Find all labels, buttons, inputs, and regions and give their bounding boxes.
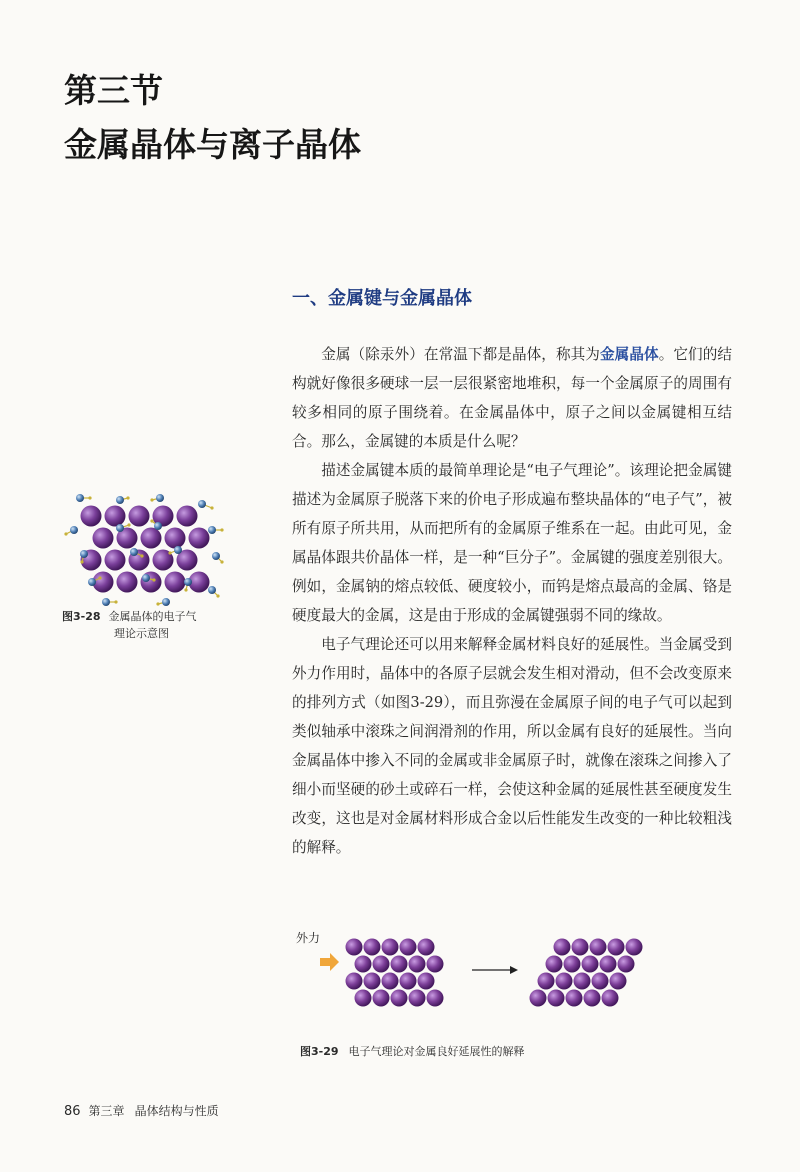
metal-atom-icon <box>355 956 372 973</box>
metal-atom-icon <box>355 990 372 1007</box>
metal-atom-icon <box>141 528 162 549</box>
metal-atom-icon <box>554 939 571 956</box>
electron-icon <box>184 578 192 586</box>
metal-atom-icon <box>129 506 150 527</box>
metal-atom-icon <box>93 528 114 549</box>
electron-icon <box>88 578 96 586</box>
metal-atom-icon <box>572 939 589 956</box>
metal-atom-icon <box>141 572 162 593</box>
electron-icon <box>212 552 220 560</box>
metal-atom-icon <box>117 572 138 593</box>
electron-icon <box>102 598 110 606</box>
metal-atom-icon <box>618 956 635 973</box>
section-number: 第三节 <box>64 71 163 110</box>
paragraph-3: 电子气理论还可以用来解释金属材料良好的延展性。当金属受到外力作用时，晶体中的各原子层就会发生相对滑动，但不会改变原来的排列方式（如图3-29），而且弥漫在金属原子间的电子气可以起到类似轴承中滚珠之间润滑剂的作用，所以金属有良好的延展性。当向金属晶体中掺入不同的金属或非金属原子时，就像在滚珠之间掺入了细小而坚硬的砂土或碎石一样，会使这种金属的延展性甚至硬度发生改变，这也是对金属材料形成合金以后性能发生改变的一种比较粗浅的解释。 <box>292 636 732 856</box>
ductility-figure <box>292 925 692 1025</box>
metal-atom-icon <box>602 990 619 1007</box>
metal-atom-icon <box>538 973 555 990</box>
figure-number: 图3-28 <box>62 610 101 623</box>
subsection-heading: 一、金属键与金属晶体 <box>292 288 472 309</box>
electron-icon <box>76 494 84 502</box>
metal-atom-icon <box>382 939 399 956</box>
metal-atom-icon <box>574 973 591 990</box>
lattice-after <box>530 939 643 1007</box>
body-text <box>292 340 732 862</box>
electron-icon <box>116 524 124 532</box>
figure-3-28-caption: 图3-28 金属晶体的电子气 理论示意图 <box>62 610 197 640</box>
paragraph-2: 描述金属键本质的最简单理论是“电子气理论”。该理论把金属键描述为金属原子脱落下来的价电子形成遍布整块晶体的“电子气”，被所有原子所共用，从而把所有的金属原子维系在一起。由此可见，金属晶体跟共价晶体一样，是一种“巨分子”。金属键的强度差别很大。例如，金属钠的熔点较低、硬度较小，而钨是熔点最高的金属、铬是硬度最大的金属，这是由于形成的金属键强弱不同的缘故。 <box>292 462 732 624</box>
electron-icon <box>208 586 216 594</box>
electron-icon <box>156 494 164 502</box>
metal-atom-icon <box>373 990 390 1007</box>
metal-atom-icon <box>346 973 363 990</box>
metal-atom-icon <box>610 973 627 990</box>
electron-icon <box>80 550 88 558</box>
metal-atom-icon <box>418 939 435 956</box>
metal-atom-icon <box>600 956 617 973</box>
metal-atom-icon <box>105 550 126 571</box>
metal-atom-icon <box>391 956 408 973</box>
figure-3-29-caption: 图3-29 电子气理论对金属良好延展性的解释 <box>300 1045 525 1058</box>
metal-atom-icon <box>364 939 381 956</box>
metal-atom-icon <box>564 956 581 973</box>
electron-icon <box>70 526 78 534</box>
lattice-before <box>346 939 444 1007</box>
electron-icon <box>154 522 162 530</box>
metal-atom-icon <box>105 506 126 527</box>
metal-atom-icon <box>427 956 444 973</box>
electron-icon <box>198 500 206 508</box>
figure-number: 图3-29 <box>300 1045 339 1058</box>
metal-atom-icon <box>382 973 399 990</box>
metal-atom-icon <box>566 990 583 1007</box>
force-arrow-icon <box>320 953 339 971</box>
page-footer <box>64 1102 219 1119</box>
chapter-label: 第三章 <box>88 1104 125 1118</box>
metal-atom-icon <box>391 990 408 1007</box>
chapter-title: 晶体结构与性质 <box>134 1104 219 1118</box>
metal-atom-icon <box>364 973 381 990</box>
metal-atom-icon <box>409 956 426 973</box>
metal-atom-icon <box>427 990 444 1007</box>
metal-atom-icon <box>530 990 547 1007</box>
metal-atom-icon <box>608 939 625 956</box>
metal-atom-icon <box>177 506 198 527</box>
metal-atom-icon <box>409 990 426 1007</box>
metal-atom-icon <box>373 956 390 973</box>
section-title: 金属晶体与离子晶体 <box>64 125 361 164</box>
metal-atom-icon <box>556 973 573 990</box>
metal-atom-icon <box>584 990 601 1007</box>
metal-atom-icon <box>582 956 599 973</box>
metal-atom-icon <box>81 506 102 527</box>
metal-atom-icon <box>418 973 435 990</box>
metal-atom-icon <box>400 939 417 956</box>
page-title <box>64 64 361 172</box>
paragraph-1: 金属（除汞外）在常温下都是晶体，称其为金属晶体。它们的结构就好像很多硬球一层一层很紧密地堆积，每一个金属原子的周围有较多相同的原子围绕着。在金属晶体中，原子之间以金属键相互结合。那么，金属键的本质是什么呢？ <box>292 346 732 450</box>
metal-atom-icon <box>165 528 186 549</box>
metal-atom-icon <box>346 939 363 956</box>
page-number: 86 <box>64 1104 81 1119</box>
metal-atom-icon <box>592 973 609 990</box>
electron-gas-figure <box>62 490 232 614</box>
metal-atom-icon <box>189 528 210 549</box>
external-force-label: 外力 <box>296 931 321 945</box>
electron-icon <box>162 598 170 606</box>
metal-atom-icon <box>165 572 186 593</box>
metal-atom-icon <box>590 939 607 956</box>
metal-atom-icon <box>626 939 643 956</box>
metal-atom-icon <box>548 990 565 1007</box>
electron-icon <box>208 526 216 534</box>
electron-icon <box>116 496 124 504</box>
electron-icon <box>174 546 182 554</box>
electron-icon <box>142 574 150 582</box>
metal-atom-icon <box>546 956 563 973</box>
key-term: 金属晶体 <box>599 346 659 363</box>
electron-icon <box>130 548 138 556</box>
metal-atom-icon <box>400 973 417 990</box>
